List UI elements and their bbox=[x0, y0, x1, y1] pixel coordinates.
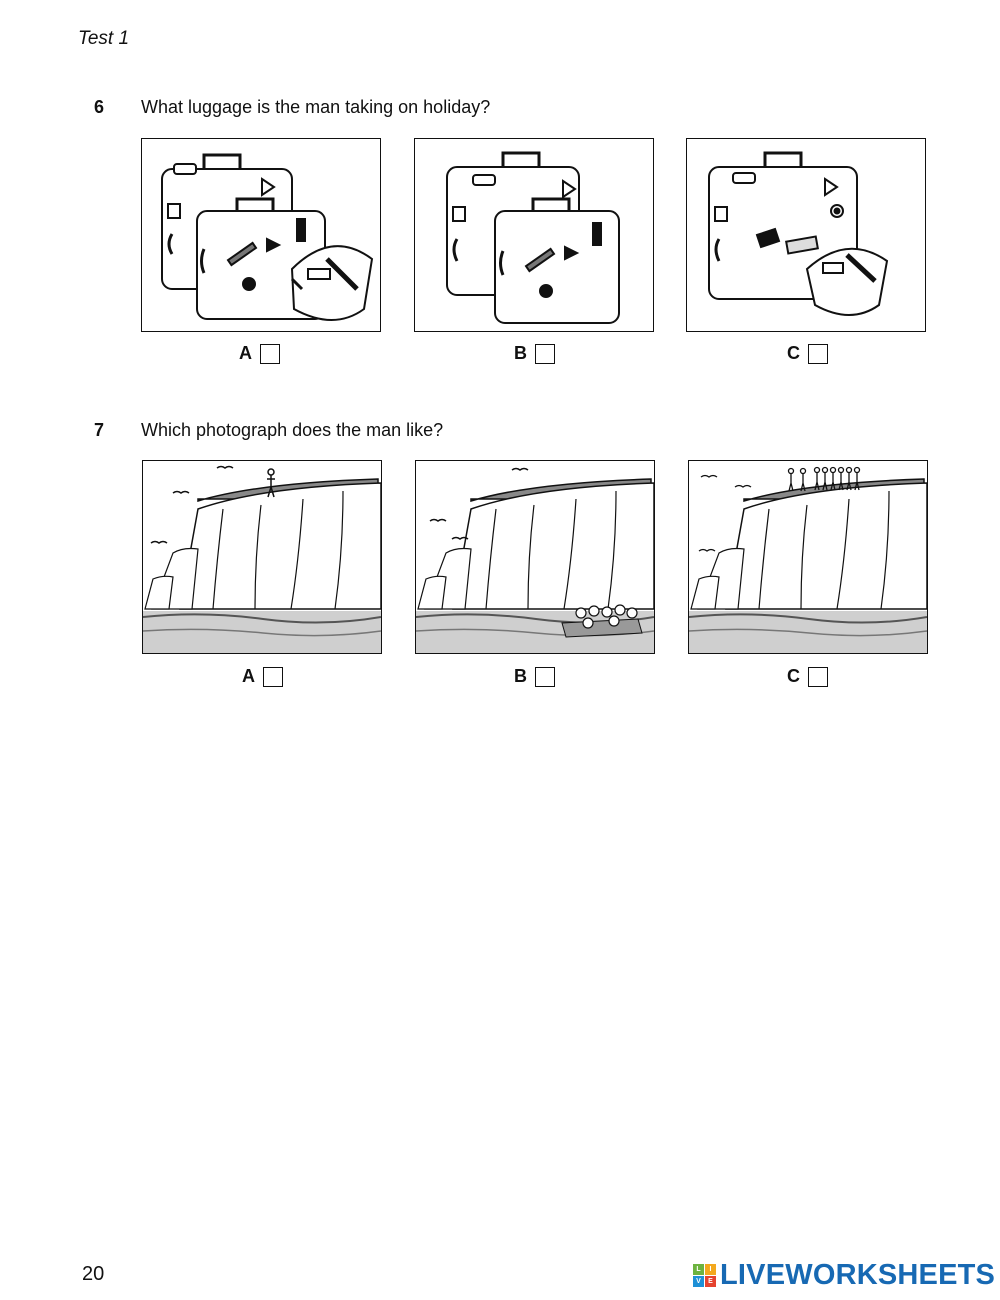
q6-option-c-image bbox=[686, 138, 926, 332]
q6-option-b-letter: B bbox=[514, 343, 527, 363]
q7-option-b bbox=[514, 666, 555, 687]
logo-letter-i: I bbox=[705, 1264, 716, 1275]
question-7-text: Which photograph does the man like? bbox=[141, 420, 444, 440]
q7-option-a-checkbox[interactable] bbox=[263, 667, 283, 687]
cliffs-one-person-illustration bbox=[143, 461, 381, 653]
cliffs-picnic-illustration bbox=[416, 461, 654, 653]
q6-option-a-image bbox=[141, 138, 381, 332]
q6-option-b-checkbox[interactable] bbox=[535, 344, 555, 364]
q6-option-a bbox=[239, 343, 280, 364]
q7-option-c-letter: C bbox=[787, 666, 800, 686]
q7-option-a-letter: A bbox=[242, 666, 255, 686]
q7-option-a-image bbox=[142, 460, 382, 654]
luggage-one-suitcase-bag-illustration bbox=[687, 139, 925, 331]
question-7-number: 7 bbox=[94, 420, 105, 440]
page-number: 20 bbox=[82, 1263, 105, 1285]
cliffs-group-on-top-illustration bbox=[689, 461, 927, 653]
q6-option-c bbox=[787, 343, 828, 364]
q6-option-b-image bbox=[414, 138, 654, 332]
liveworksheets-brand[interactable] bbox=[693, 1259, 995, 1292]
q6-option-c-checkbox[interactable] bbox=[808, 344, 828, 364]
q7-option-b-letter: B bbox=[514, 666, 527, 686]
liveworksheets-brand-text: LIVEWORKSHEETS bbox=[720, 1259, 996, 1291]
logo-letter-v: V bbox=[693, 1276, 704, 1287]
q6-option-c-letter: C bbox=[787, 343, 800, 363]
q7-option-a bbox=[242, 666, 283, 687]
luggage-two-suitcases-bag-illustration bbox=[142, 139, 380, 331]
q7-option-c-image bbox=[688, 460, 928, 654]
q7-option-c-checkbox[interactable] bbox=[808, 667, 828, 687]
header-title: Test 1 bbox=[78, 28, 130, 49]
q7-option-b-checkbox[interactable] bbox=[535, 667, 555, 687]
logo-letter-e: E bbox=[705, 1276, 716, 1287]
q7-option-c bbox=[787, 666, 828, 687]
logo-letter-l: L bbox=[693, 1264, 704, 1275]
q6-option-a-checkbox[interactable] bbox=[260, 344, 280, 364]
q6-option-a-letter: A bbox=[239, 343, 252, 363]
luggage-two-suitcases-illustration bbox=[415, 139, 653, 331]
liveworksheets-logo-icon bbox=[693, 1264, 716, 1287]
q6-option-b bbox=[514, 343, 555, 364]
question-6-text: What luggage is the man taking on holiday? bbox=[141, 97, 491, 117]
q7-option-b-image bbox=[415, 460, 655, 654]
question-6-number: 6 bbox=[94, 97, 105, 117]
